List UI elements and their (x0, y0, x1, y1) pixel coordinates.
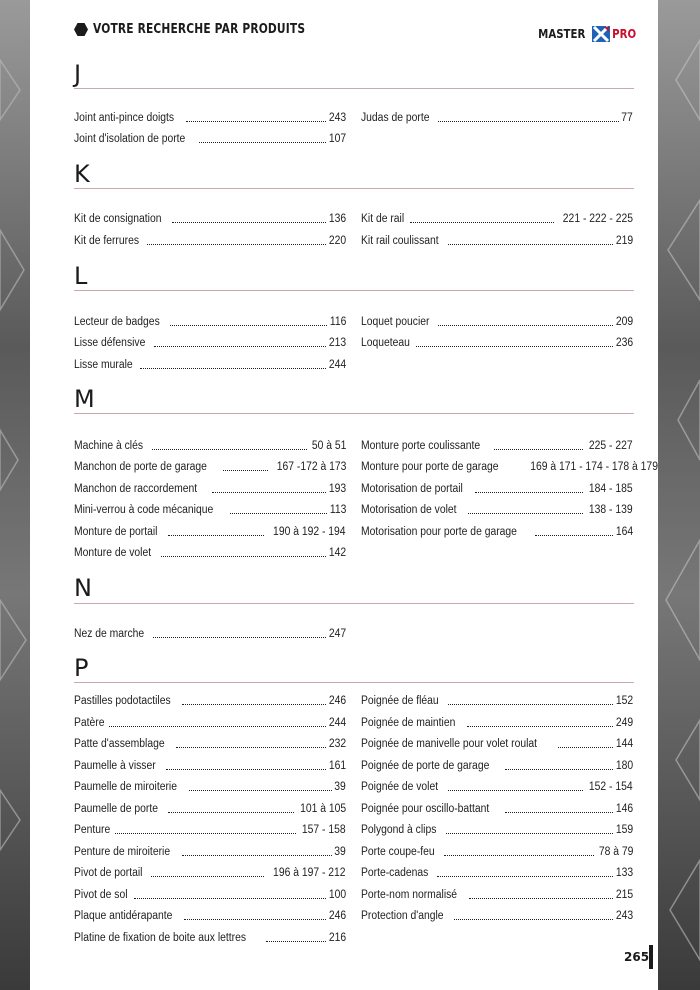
section-letter-n: N (74, 574, 92, 602)
page-header (74, 22, 352, 37)
index-entry: Plaque antidérapante 246 (74, 910, 346, 922)
index-entry: Lecteur de badges 116 (74, 316, 346, 328)
section-divider (74, 290, 634, 291)
section-divider (74, 88, 634, 89)
index-entry: Poignée de manivelle pour volet roulat 144 (361, 738, 633, 750)
index-entry: Joint anti-pince doigts 243 (74, 112, 346, 124)
index-entry: Mini-verrou à code mécanique 113 (74, 504, 346, 516)
page-title: VOTRE RECHERCHE PAR PRODUITS (93, 22, 306, 37)
index-entry: Poignée de volet 152 - 154 (361, 781, 633, 793)
index-entry: Loqueteau 236 (361, 337, 633, 349)
section-letter-m: M (74, 385, 95, 413)
page-number: 265 (624, 950, 650, 964)
index-entry: Patte d'assemblage 232 (74, 738, 346, 750)
index-entry: Kit de consignation 136 (74, 213, 346, 225)
index-entry: Pivot de sol 100 (74, 889, 346, 901)
index-entry: Kit rail coulissant 219 (361, 235, 633, 247)
index-entry: Penture de miroiterie 39 (74, 846, 346, 858)
logo-x-icon (592, 26, 610, 42)
hexagon-icon (74, 23, 88, 36)
section-divider (74, 603, 634, 604)
index-page (30, 0, 658, 990)
page-number-bar (649, 945, 653, 969)
index-entry: Kit de ferrures 220 (74, 235, 346, 247)
index-entry: Kit de rail 221 - 222 - 225 (361, 213, 633, 225)
index-entry: Nez de marche 247 (74, 628, 346, 640)
index-entry: Polygond à clips 159 (361, 824, 633, 836)
logo-text-master: MASTER (538, 27, 586, 41)
index-entry: Motorisation de portail 184 - 185 (361, 483, 633, 495)
index-entry: Poignée pour oscillo-battant 146 (361, 803, 633, 815)
index-entry: Monture porte coulissante 225 - 227 (361, 440, 633, 452)
section-letter-p: P (74, 654, 89, 682)
index-entry: Manchon de raccordement 193 (74, 483, 346, 495)
index-entry: Joint d'isolation de porte 107 (74, 133, 346, 145)
index-entry: Motorisation pour porte de garage 164 (361, 526, 633, 538)
index-entry: Porte-nom normalisé 215 (361, 889, 633, 901)
index-entry: Porte-cadenas 133 (361, 867, 633, 879)
index-entry: Penture 157 - 158 (74, 824, 346, 836)
index-entry: Paumelle de miroiterie 39 (74, 781, 346, 793)
index-entry: Poignée de fléau 152 (361, 695, 633, 707)
section-letter-j: J (74, 60, 82, 88)
index-entry: Paumelle de porte 101 à 105 (74, 803, 346, 815)
index-entry: Pivot de portail 196 à 197 - 212 (74, 867, 346, 879)
index-entry: Protection d'angle 243 (361, 910, 633, 922)
index-entry: Monture de volet 142 (74, 547, 346, 559)
index-entry: Poignée de porte de garage 180 (361, 760, 633, 772)
section-letter-l: L (74, 262, 88, 290)
section-letter-k: K (74, 160, 90, 188)
background-left-pattern (0, 0, 30, 990)
background-right-pattern (658, 0, 700, 990)
index-entry: Platine de fixation de boite aux lettres 216 (74, 932, 346, 944)
index-entry: Machine à clés 50 à 51 (74, 440, 346, 452)
index-entry: Monture de portail 190 à 192 - 194 (74, 526, 346, 538)
index-entry: Monture pour porte de garage 169 à 171 - 174 - 178 à 179 (361, 461, 658, 473)
index-entry: Porte coupe-feu 78 à 79 (361, 846, 633, 858)
index-entry: Pastilles podotactiles 246 (74, 695, 346, 707)
index-entry: Judas de porte 77 (361, 112, 633, 124)
masterpro-logo (534, 26, 638, 42)
section-divider (74, 188, 634, 189)
section-divider (74, 682, 634, 683)
index-entry: Lisse défensive 213 (74, 337, 346, 349)
section-divider (74, 413, 634, 414)
index-entry: Loquet poucier 209 (361, 316, 633, 328)
index-entry: Patère 244 (74, 717, 346, 729)
index-entry: Motorisation de volet 138 - 139 (361, 504, 633, 516)
index-entry: Poignée de maintien 249 (361, 717, 633, 729)
index-entry: Paumelle à visser 161 (74, 760, 346, 772)
index-entry: Manchon de porte de garage 167 -172 à 173 (74, 461, 346, 473)
logo-text-pro: PRO (611, 27, 636, 41)
index-entry: Lisse murale 244 (74, 359, 346, 371)
